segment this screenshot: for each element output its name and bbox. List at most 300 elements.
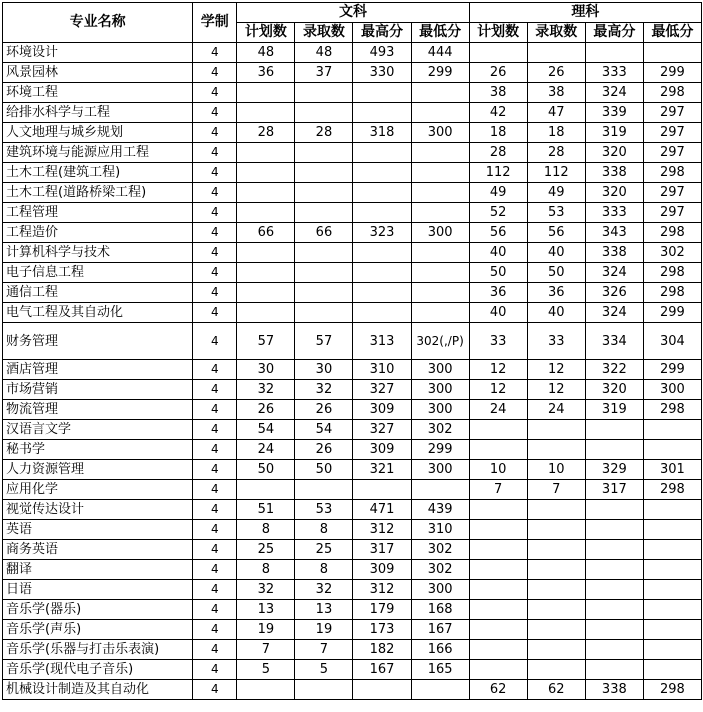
wen-highest-cell	[353, 103, 411, 123]
years-cell: 4	[193, 540, 237, 560]
wen-plan-cell: 30	[237, 360, 295, 380]
wen-highest-cell: 312	[353, 580, 411, 600]
li-lowest-cell	[643, 500, 701, 520]
header-wen-lowest: 最低分	[411, 23, 469, 43]
wen-lowest-cell: 302	[411, 540, 469, 560]
li-plan-cell: 50	[469, 263, 527, 283]
wen-highest-cell: 167	[353, 660, 411, 680]
wen-highest-cell	[353, 203, 411, 223]
wen-lowest-cell	[411, 283, 469, 303]
wen-plan-cell: 32	[237, 380, 295, 400]
wen-plan-cell: 8	[237, 520, 295, 540]
table-row	[3, 680, 702, 700]
wen-highest-cell: 330	[353, 63, 411, 83]
wen-plan-cell: 5	[237, 660, 295, 680]
li-lowest-cell: 298	[643, 400, 701, 420]
major-name-cell: 土木工程(建筑工程)	[3, 163, 193, 183]
li-lowest-cell	[643, 420, 701, 440]
li-admitted-cell: 10	[527, 460, 585, 480]
wen-highest-cell	[353, 143, 411, 163]
wen-lowest-cell: 168	[411, 600, 469, 620]
years-cell: 4	[193, 500, 237, 520]
li-highest-cell: 338	[585, 680, 643, 700]
years-cell: 4	[193, 123, 237, 143]
wen-highest-cell: 327	[353, 380, 411, 400]
wen-admitted-cell	[295, 83, 353, 103]
li-lowest-cell	[643, 640, 701, 660]
major-name-cell: 翻译	[3, 560, 193, 580]
wen-plan-cell: 48	[237, 43, 295, 63]
li-lowest-cell	[643, 440, 701, 460]
li-admitted-cell	[527, 640, 585, 660]
wen-lowest-cell	[411, 680, 469, 700]
li-plan-cell: 40	[469, 243, 527, 263]
wen-highest-cell	[353, 283, 411, 303]
years-cell: 4	[193, 243, 237, 263]
li-lowest-cell: 297	[643, 183, 701, 203]
li-highest-cell: 319	[585, 123, 643, 143]
major-name-cell: 环境设计	[3, 43, 193, 63]
wen-lowest-cell: 299	[411, 440, 469, 460]
years-cell: 4	[193, 380, 237, 400]
li-highest-cell: 338	[585, 243, 643, 263]
years-cell: 4	[193, 400, 237, 420]
table-row	[3, 103, 702, 123]
table-row	[3, 560, 702, 580]
header-major: 专业名称	[3, 3, 193, 43]
wen-lowest-cell	[411, 83, 469, 103]
wen-highest-cell: 317	[353, 540, 411, 560]
major-name-cell: 风景园林	[3, 63, 193, 83]
major-name-cell: 英语	[3, 520, 193, 540]
years-cell: 4	[193, 620, 237, 640]
years-cell: 4	[193, 520, 237, 540]
li-admitted-cell	[527, 43, 585, 63]
wen-highest-cell: 310	[353, 360, 411, 380]
years-cell: 4	[193, 360, 237, 380]
wen-plan-cell: 36	[237, 63, 295, 83]
wen-highest-cell: 327	[353, 420, 411, 440]
wen-highest-cell: 309	[353, 440, 411, 460]
li-plan-cell: 10	[469, 460, 527, 480]
li-admitted-cell: 12	[527, 380, 585, 400]
years-cell: 4	[193, 680, 237, 700]
wen-admitted-cell: 8	[295, 560, 353, 580]
li-plan-cell	[469, 440, 527, 460]
li-admitted-cell: 53	[527, 203, 585, 223]
li-highest-cell: 324	[585, 263, 643, 283]
table-row	[3, 223, 702, 243]
li-admitted-cell	[527, 580, 585, 600]
li-highest-cell	[585, 660, 643, 680]
table-row	[3, 283, 702, 303]
li-highest-cell	[585, 43, 643, 63]
wen-admitted-cell	[295, 143, 353, 163]
wen-plan-cell	[237, 283, 295, 303]
li-plan-cell: 62	[469, 680, 527, 700]
wen-admitted-cell: 13	[295, 600, 353, 620]
wen-lowest-cell: 302	[411, 560, 469, 580]
years-cell: 4	[193, 183, 237, 203]
li-plan-cell	[469, 540, 527, 560]
wen-plan-cell: 66	[237, 223, 295, 243]
li-plan-cell: 7	[469, 480, 527, 500]
li-lowest-cell: 298	[643, 223, 701, 243]
li-admitted-cell	[527, 420, 585, 440]
wen-lowest-cell: 300	[411, 223, 469, 243]
major-name-cell: 汉语言文学	[3, 420, 193, 440]
table-row	[3, 360, 702, 380]
table-row	[3, 63, 702, 83]
major-name-cell: 通信工程	[3, 283, 193, 303]
wen-admitted-cell: 37	[295, 63, 353, 83]
li-lowest-cell	[643, 540, 701, 560]
li-plan-cell	[469, 500, 527, 520]
table-row	[3, 303, 702, 323]
li-plan-cell	[469, 640, 527, 660]
wen-highest-cell: 493	[353, 43, 411, 63]
li-lowest-cell: 304	[643, 323, 701, 360]
li-admitted-cell: 50	[527, 263, 585, 283]
wen-highest-cell	[353, 163, 411, 183]
wen-admitted-cell	[295, 680, 353, 700]
wen-highest-cell: 313	[353, 323, 411, 360]
wen-admitted-cell: 32	[295, 580, 353, 600]
li-lowest-cell: 298	[643, 283, 701, 303]
header-wen-admitted: 录取数	[295, 23, 353, 43]
wen-plan-cell: 8	[237, 560, 295, 580]
major-name-cell: 市场营销	[3, 380, 193, 400]
li-plan-cell	[469, 43, 527, 63]
li-admitted-cell	[527, 660, 585, 680]
wen-admitted-cell: 8	[295, 520, 353, 540]
major-name-cell: 商务英语	[3, 540, 193, 560]
wen-lowest-cell: 167	[411, 620, 469, 640]
major-name-cell: 给排水科学与工程	[3, 103, 193, 123]
years-cell: 4	[193, 43, 237, 63]
major-name-cell: 财务管理	[3, 323, 193, 360]
major-name-cell: 工程造价	[3, 223, 193, 243]
wen-highest-cell: 309	[353, 560, 411, 580]
wen-plan-cell: 13	[237, 600, 295, 620]
li-admitted-cell: 33	[527, 323, 585, 360]
li-plan-cell: 12	[469, 380, 527, 400]
li-plan-cell: 12	[469, 360, 527, 380]
major-name-cell: 音乐学(乐器与打击乐表演)	[3, 640, 193, 660]
li-lowest-cell	[643, 520, 701, 540]
li-highest-cell	[585, 600, 643, 620]
li-highest-cell: 334	[585, 323, 643, 360]
table-row	[3, 540, 702, 560]
li-lowest-cell: 299	[643, 63, 701, 83]
li-plan-cell	[469, 660, 527, 680]
li-highest-cell	[585, 540, 643, 560]
li-admitted-cell: 24	[527, 400, 585, 420]
li-highest-cell: 326	[585, 283, 643, 303]
wen-plan-cell: 25	[237, 540, 295, 560]
li-admitted-cell: 56	[527, 223, 585, 243]
li-highest-cell: 333	[585, 63, 643, 83]
wen-admitted-cell: 5	[295, 660, 353, 680]
table-row	[3, 43, 702, 63]
li-lowest-cell: 299	[643, 360, 701, 380]
li-plan-cell: 18	[469, 123, 527, 143]
wen-plan-cell	[237, 83, 295, 103]
table-row	[3, 203, 702, 223]
wen-lowest-cell: 166	[411, 640, 469, 660]
years-cell: 4	[193, 303, 237, 323]
wen-plan-cell: 51	[237, 500, 295, 520]
li-highest-cell: 320	[585, 380, 643, 400]
wen-lowest-cell	[411, 163, 469, 183]
wen-plan-cell	[237, 263, 295, 283]
li-admitted-cell: 7	[527, 480, 585, 500]
table-row	[3, 163, 702, 183]
wen-plan-cell	[237, 143, 295, 163]
li-admitted-cell: 36	[527, 283, 585, 303]
li-lowest-cell	[643, 660, 701, 680]
li-highest-cell: 320	[585, 183, 643, 203]
li-admitted-cell	[527, 560, 585, 580]
wen-highest-cell: 182	[353, 640, 411, 660]
wen-highest-cell	[353, 680, 411, 700]
table-row	[3, 640, 702, 660]
major-name-cell: 秘书学	[3, 440, 193, 460]
wen-lowest-cell	[411, 103, 469, 123]
years-cell: 4	[193, 103, 237, 123]
wen-admitted-cell: 30	[295, 360, 353, 380]
wen-lowest-cell: 444	[411, 43, 469, 63]
wen-lowest-cell: 300	[411, 360, 469, 380]
li-admitted-cell: 12	[527, 360, 585, 380]
li-admitted-cell: 47	[527, 103, 585, 123]
wen-lowest-cell	[411, 203, 469, 223]
li-plan-cell: 36	[469, 283, 527, 303]
header-wen-plan: 计划数	[237, 23, 295, 43]
wen-highest-cell: 309	[353, 400, 411, 420]
wen-admitted-cell: 32	[295, 380, 353, 400]
wen-highest-cell: 312	[353, 520, 411, 540]
li-highest-cell	[585, 620, 643, 640]
li-plan-cell	[469, 420, 527, 440]
table-row	[3, 660, 702, 680]
years-cell: 4	[193, 640, 237, 660]
header-wen: 文科	[237, 3, 469, 23]
wen-highest-cell	[353, 83, 411, 103]
li-highest-cell: 343	[585, 223, 643, 243]
wen-admitted-cell: 48	[295, 43, 353, 63]
li-lowest-cell: 298	[643, 480, 701, 500]
li-admitted-cell: 40	[527, 243, 585, 263]
major-name-cell: 音乐学(现代电子音乐)	[3, 660, 193, 680]
wen-plan-cell: 57	[237, 323, 295, 360]
wen-plan-cell: 7	[237, 640, 295, 660]
li-admitted-cell	[527, 600, 585, 620]
major-name-cell: 人力资源管理	[3, 460, 193, 480]
wen-lowest-cell	[411, 263, 469, 283]
table-row	[3, 83, 702, 103]
years-cell: 4	[193, 283, 237, 303]
wen-lowest-cell: 439	[411, 500, 469, 520]
wen-admitted-cell: 57	[295, 323, 353, 360]
li-highest-cell: 317	[585, 480, 643, 500]
wen-admitted-cell	[295, 163, 353, 183]
li-plan-cell: 49	[469, 183, 527, 203]
li-highest-cell: 329	[585, 460, 643, 480]
major-name-cell: 电气工程及其自动化	[3, 303, 193, 323]
li-highest-cell: 324	[585, 83, 643, 103]
wen-admitted-cell	[295, 243, 353, 263]
header-li-lowest: 最低分	[643, 23, 701, 43]
li-plan-cell: 33	[469, 323, 527, 360]
li-plan-cell	[469, 560, 527, 580]
table-row	[3, 123, 702, 143]
wen-admitted-cell	[295, 183, 353, 203]
wen-lowest-cell: 302(,/P)	[411, 323, 469, 360]
li-lowest-cell: 298	[643, 83, 701, 103]
wen-lowest-cell: 300	[411, 380, 469, 400]
wen-admitted-cell	[295, 283, 353, 303]
li-lowest-cell	[643, 620, 701, 640]
li-admitted-cell: 40	[527, 303, 585, 323]
li-highest-cell	[585, 440, 643, 460]
table-row	[3, 460, 702, 480]
li-admitted-cell: 112	[527, 163, 585, 183]
major-name-cell: 环境工程	[3, 83, 193, 103]
li-lowest-cell: 302	[643, 243, 701, 263]
li-admitted-cell: 62	[527, 680, 585, 700]
li-lowest-cell: 299	[643, 303, 701, 323]
wen-lowest-cell: 310	[411, 520, 469, 540]
major-name-cell: 工程管理	[3, 203, 193, 223]
wen-highest-cell: 318	[353, 123, 411, 143]
li-lowest-cell: 297	[643, 123, 701, 143]
table-row	[3, 620, 702, 640]
li-plan-cell	[469, 620, 527, 640]
wen-highest-cell: 173	[353, 620, 411, 640]
li-highest-cell: 320	[585, 143, 643, 163]
li-plan-cell: 26	[469, 63, 527, 83]
major-name-cell: 酒店管理	[3, 360, 193, 380]
li-admitted-cell	[527, 540, 585, 560]
years-cell: 4	[193, 580, 237, 600]
years-cell: 4	[193, 480, 237, 500]
li-plan-cell	[469, 600, 527, 620]
wen-admitted-cell	[295, 263, 353, 283]
li-admitted-cell: 49	[527, 183, 585, 203]
li-highest-cell: 322	[585, 360, 643, 380]
wen-admitted-cell: 53	[295, 500, 353, 520]
li-plan-cell: 28	[469, 143, 527, 163]
years-cell: 4	[193, 83, 237, 103]
li-highest-cell	[585, 580, 643, 600]
li-admitted-cell	[527, 440, 585, 460]
wen-lowest-cell	[411, 480, 469, 500]
header-years: 学制	[193, 3, 237, 43]
table-row	[3, 323, 702, 360]
wen-highest-cell	[353, 303, 411, 323]
table-row	[3, 143, 702, 163]
li-lowest-cell: 297	[643, 203, 701, 223]
wen-plan-cell: 28	[237, 123, 295, 143]
li-plan-cell: 42	[469, 103, 527, 123]
wen-plan-cell: 50	[237, 460, 295, 480]
header-li-admitted: 录取数	[527, 23, 585, 43]
major-name-cell: 土木工程(道路桥梁工程)	[3, 183, 193, 203]
wen-admitted-cell: 50	[295, 460, 353, 480]
li-highest-cell	[585, 500, 643, 520]
years-cell: 4	[193, 143, 237, 163]
li-highest-cell: 333	[585, 203, 643, 223]
major-name-cell: 视觉传达设计	[3, 500, 193, 520]
table-row	[3, 580, 702, 600]
wen-admitted-cell: 19	[295, 620, 353, 640]
header-li-plan: 计划数	[469, 23, 527, 43]
wen-admitted-cell: 25	[295, 540, 353, 560]
major-name-cell: 日语	[3, 580, 193, 600]
table-row	[3, 380, 702, 400]
li-lowest-cell: 298	[643, 680, 701, 700]
li-highest-cell	[585, 560, 643, 580]
wen-lowest-cell: 300	[411, 400, 469, 420]
li-highest-cell	[585, 520, 643, 540]
li-plan-cell: 56	[469, 223, 527, 243]
wen-admitted-cell	[295, 303, 353, 323]
li-lowest-cell	[643, 560, 701, 580]
li-admitted-cell: 28	[527, 143, 585, 163]
table-row	[3, 263, 702, 283]
li-plan-cell	[469, 520, 527, 540]
li-highest-cell	[585, 420, 643, 440]
wen-admitted-cell: 66	[295, 223, 353, 243]
wen-plan-cell	[237, 303, 295, 323]
li-admitted-cell: 18	[527, 123, 585, 143]
header-wen-highest: 最高分	[353, 23, 411, 43]
major-name-cell: 建筑环境与能源应用工程	[3, 143, 193, 163]
years-cell: 4	[193, 560, 237, 580]
major-name-cell: 物流管理	[3, 400, 193, 420]
wen-lowest-cell	[411, 143, 469, 163]
wen-plan-cell: 26	[237, 400, 295, 420]
header-li: 理科	[469, 3, 701, 23]
li-admitted-cell: 38	[527, 83, 585, 103]
li-lowest-cell: 297	[643, 103, 701, 123]
table-row	[3, 500, 702, 520]
wen-plan-cell	[237, 680, 295, 700]
years-cell: 4	[193, 440, 237, 460]
years-cell: 4	[193, 420, 237, 440]
li-plan-cell: 38	[469, 83, 527, 103]
wen-lowest-cell: 299	[411, 63, 469, 83]
li-lowest-cell: 297	[643, 143, 701, 163]
wen-lowest-cell: 165	[411, 660, 469, 680]
years-cell: 4	[193, 163, 237, 183]
li-plan-cell	[469, 580, 527, 600]
li-plan-cell: 52	[469, 203, 527, 223]
years-cell: 4	[193, 323, 237, 360]
wen-lowest-cell: 302	[411, 420, 469, 440]
li-highest-cell: 338	[585, 163, 643, 183]
table-body	[3, 43, 702, 700]
li-admitted-cell	[527, 520, 585, 540]
table-row	[3, 600, 702, 620]
li-lowest-cell: 300	[643, 380, 701, 400]
major-name-cell: 电子信息工程	[3, 263, 193, 283]
years-cell: 4	[193, 660, 237, 680]
wen-highest-cell: 179	[353, 600, 411, 620]
years-cell: 4	[193, 600, 237, 620]
wen-admitted-cell	[295, 480, 353, 500]
